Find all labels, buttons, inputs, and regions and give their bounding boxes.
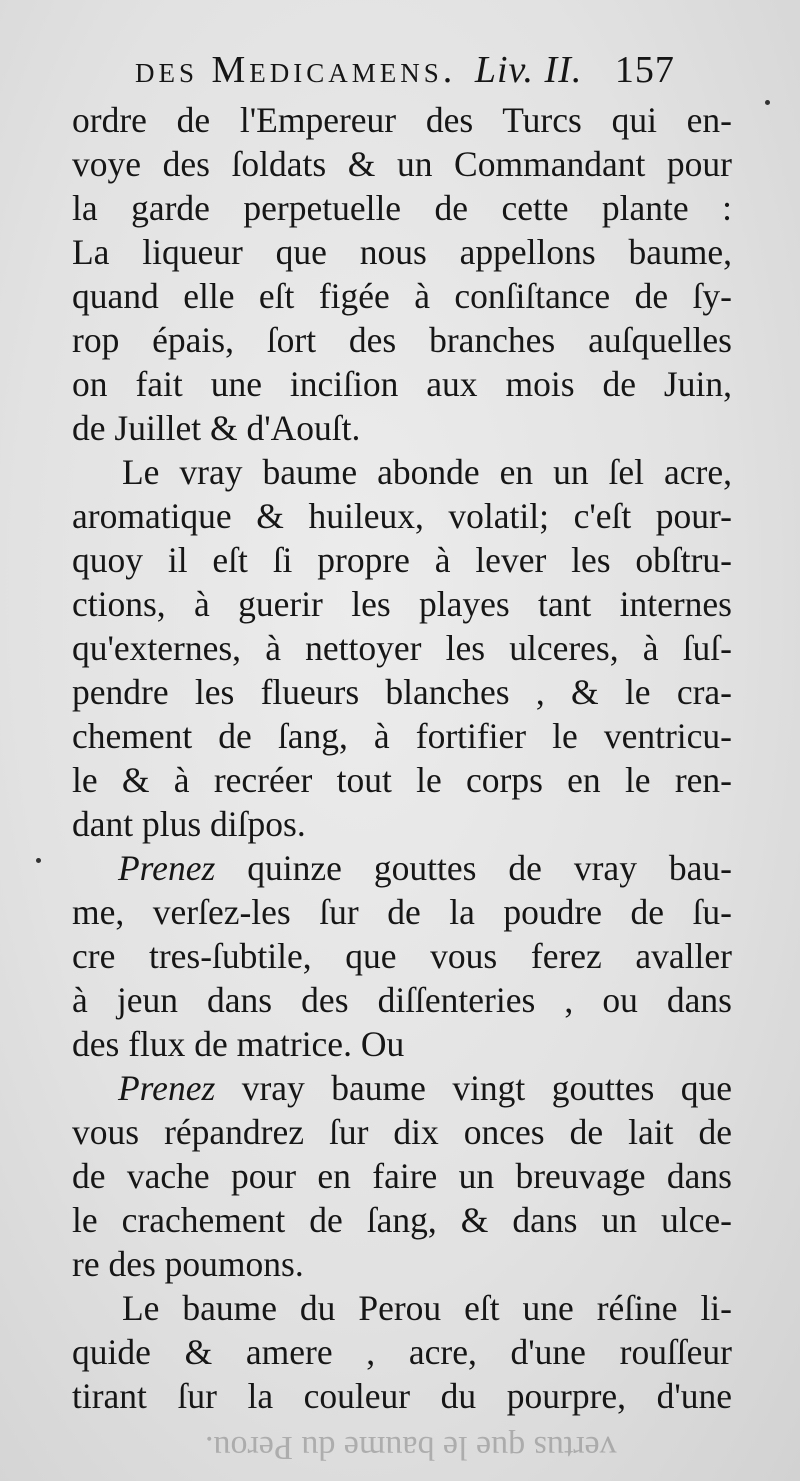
text-line: tirant ſur la couleur du pourpre, d'une — [72, 1376, 732, 1416]
text-line: quoy il eſt ſi propre à lever les obſtru- — [72, 540, 732, 580]
bleed-through-text: vertus que le baume du Perou. — [205, 1429, 617, 1466]
text-line: chement de ſang, à fortifier le ventricu- — [72, 716, 732, 756]
text-line: quand elle eſt figée à conſiſtance de ſy- — [72, 276, 732, 316]
text-line: des flux de matrice. Ou — [72, 1024, 405, 1064]
text-line: vous répandrez ſur dix onces de lait de — [72, 1112, 732, 1152]
text-line: ordre de l'Empereur des Turcs qui en- — [72, 100, 732, 140]
running-header — [135, 48, 735, 98]
text-line: de Juillet & d'Aouſt. — [72, 408, 361, 448]
text-line: aromatique & huileux, volatil; c'eſt pour- — [72, 496, 732, 536]
page-number: 157 — [614, 49, 675, 91]
text-line: re des poumons. — [72, 1244, 304, 1284]
text-line: le crachement de ſang, & dans un ulce- — [72, 1200, 732, 1240]
text-line: de vache pour en faire un breuvage dans — [72, 1156, 732, 1196]
text-line: me, verſez-les ſur de la poudre de ſu- — [72, 892, 732, 932]
recipe-line-text: vray baume vingt gouttes que — [241, 1068, 732, 1108]
text-line: la garde perpetuelle de cette plante : — [72, 188, 732, 228]
prenez-label: Prenez — [118, 1068, 216, 1108]
recipe-line-text: quinze gouttes de vray bau- — [247, 848, 732, 888]
running-title: des Medicamens. — [135, 49, 457, 91]
text-line: Le vray baume abonde en un ſel acre, — [122, 452, 732, 492]
prenez-label: Prenez — [118, 848, 216, 888]
print-speck — [765, 100, 770, 105]
text-line: La liqueur que nous appellons baume, — [72, 232, 732, 272]
text-line: à jeun dans des diſſenteries , ou dans — [72, 980, 732, 1020]
text-line: Le baume du Perou eſt une réſine li- — [122, 1288, 732, 1328]
book-number: Liv. II. — [474, 49, 583, 91]
text-line: pendre les flueurs blanches , & le cra- — [72, 672, 732, 712]
text-line: le & à recréer tout le corps en le ren- — [72, 760, 732, 800]
text-line: on fait une inciſion aux mois de Juin, — [72, 364, 732, 404]
recipe-line — [118, 1066, 732, 1110]
text-line: dant plus diſpos. — [72, 804, 306, 844]
text-line: cre tres-ſubtile, que vous ferez avaller — [72, 936, 732, 976]
text-line: ctions, à guerir les playes tant internes — [72, 584, 732, 624]
text-line: voye des ſoldats & un Commandant pour — [72, 144, 732, 184]
recipe-line — [118, 846, 732, 890]
text-line: qu'externes, à nettoyer les ulceres, à ſuſ- — [72, 628, 732, 668]
text-line: rop épais, ſort des branches auſquelles — [72, 320, 732, 360]
paragraph-mark — [36, 858, 41, 863]
text-line: quide & amere , acre, d'une rouſſeur — [72, 1332, 732, 1372]
